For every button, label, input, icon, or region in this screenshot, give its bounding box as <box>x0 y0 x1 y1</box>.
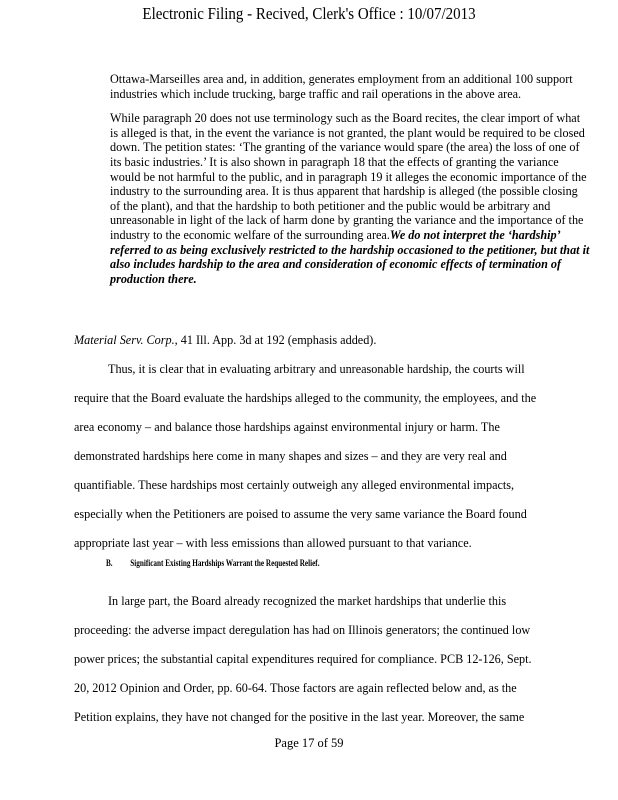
quote-emphasis: We do not interpret the ‘hardship’ referred to as being exclusively restricted to the hardship occasioned to the petitioner, but that it also includes hardship to the area and consideration of economic effects of termination of production there. <box>110 227 590 286</box>
body-line: 20, 2012 Opinion and Order, pp. 60-64. Those factors are again reflected below and, as the <box>74 681 517 695</box>
body-line: appropriate last year – with less emissions than allowed pursuant to that variance. <box>74 536 472 550</box>
case-name: Material Serv. Corp. <box>74 333 175 347</box>
body-line: proceeding: the adverse impact deregulation has had on Illinois generators; the continued low <box>74 623 531 637</box>
body-line: demonstrated hardships here come in many shapes and sizes – and they are very real and <box>74 449 507 463</box>
body-line: especially when the Petitioners are poised to assume the very same variance the Board found <box>74 507 527 521</box>
body-line: quantifiable. These hardships most certainly outweigh any alleged environmental impacts, <box>74 478 515 492</box>
body-line: area economy – and balance those hardships against environmental injury or harm. The <box>74 420 500 434</box>
block-quote <box>110 72 590 296</box>
section-title: Significant Existing Hardships Warrant the Requested Relief. <box>130 558 320 568</box>
body-line: power prices; the substantial capital expenditures required for compliance. PCB 12-126, Sept. <box>74 652 532 666</box>
page-number: Page 17 of 59 <box>274 736 344 750</box>
citation-rest: , 41 Ill. App. 3d at 192 (emphasis added). <box>174 333 377 347</box>
citation <box>74 333 376 348</box>
body-line: In large part, the Board already recognized the market hardships that underlie this <box>108 594 507 608</box>
quote-text: While paragraph 20 does not use terminology such as the Board recites, the clear import of what is alleged is that, in the event the variance is not granted, the plant would be required to be closed down. The petition states: ‘The granting of the variance would spare (the area) the loss of one of its basic industries.’ It is also shown in paragraph 18 that the effects of granting the variance would be not harmful to the public, and in paragraph 19 it alleges the economic importance of the industry to the surrounding area. It is thus apparent that hardship is alleged (the possible closing of the plant), and that the hardship to both petitioner and the public would be arbitrary and unreasonable in light of the lack of harm done by granting the variance and the importance of the industry to the economic welfare of the surrounding area. <box>110 111 587 242</box>
body-line: Petition explains, they have not changed for the positive in the last year. Moreover, the same <box>74 710 525 724</box>
body-line: Thus, it is clear that in evaluating arbitrary and unreasonable hardship, the courts will <box>108 362 525 376</box>
quote-paragraph <box>110 111 590 286</box>
section-heading <box>106 558 320 568</box>
body-line: require that the Board evaluate the hardships alleged to the community, the employees, and the <box>74 391 537 405</box>
quote-paragraph: Ottawa-Marseilles area and, in addition, generates employment from an additional 100 support industries which include trucking, barge traffic and rail operations in the above area. <box>110 72 573 101</box>
section-letter: B. <box>106 558 113 568</box>
filing-header: Electronic Filing - Recived, Clerk's Office : 10/07/2013 <box>142 4 476 23</box>
